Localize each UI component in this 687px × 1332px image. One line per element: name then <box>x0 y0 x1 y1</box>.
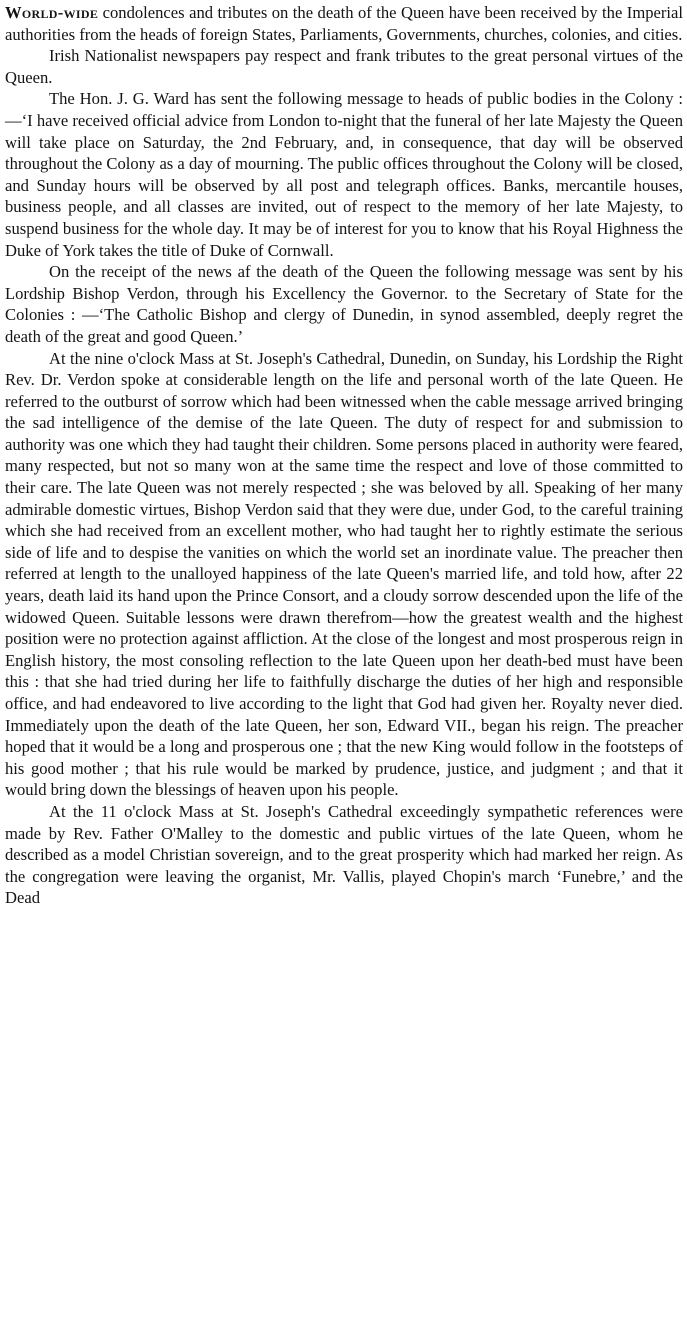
paragraph-text: condolences and tributes on the death of the Queen have been received by the Imperial authorities from the heads of foreign States, Parliaments, Governments, churches, colonies, and cities. <box>5 3 683 44</box>
article-paragraph-condolences <box>5 2 683 45</box>
article-paragraph-eleven-oclock-mass: At the 11 o'clock Mass at St. Joseph's Cathedral exceedingly sympathetic references were made by Rev. Father O'Malley to the domestic and public virtues of the late Queen, whom he described as a model Christian sovereign, and to the great prosperity which had marked her reign. As the congregation were leaving the organist, Mr. Vallis, played Chopin's march ‘Funebre,’ and the Dead <box>5 801 683 908</box>
article-paragraph-nine-oclock-mass: At the nine o'clock Mass at St. Joseph's Cathedral, Dunedin, on Sunday, his Lordship the Right Rev. Dr. Verdon spoke at considerable length on the life and personal worth of the late Queen. He referred to the outburst of sorrow which had been witnessed when the cable message arrived bringing the sad intelligence of the demise of the late Queen. The duty of respect for and submission to authority was one which they had taught their children. Some persons placed in authority were feared, many respected, but not so many won at the same time the respect and love of those committed to their care. The late Queen was not merely respected ; she was beloved by all. Speaking of her many admirable domestic virtues, Bishop Verdon said that they were due, under God, to the careful training which she had received from an excellent mother, who had taught her to rightly estimate the serious side of life and to despise the vanities on which the world set an inordinate value. The preacher then referred at length to the unalloyed happiness of the late Queen's married life, and told how, after 22 years, death laid its hand upon the Prince Consort, and a cloudy sorrow descended upon the life of the widowed Queen. Suitable lessons were drawn therefrom—how the greatest wealth and the highest position were no protection against affliction. At the close of the longest and most prosperous reign in English history, the most consoling reflection to the late Queen upon her death-bed must have been this : that she had tried during her life to faithfully discharge the duties of her high and responsible office, and had endeavored to live according to the light that God had given her. Royalty never died. Immediately upon the death of the late Queen, her son, Edward VII., began his reign. The preacher hoped that it would be a long and prosperous one ; that the new King would follow in the footsteps of his good mother ; that his rule would be marked by prudence, justice, and judgment ; and that it would bring down the blessings of heaven upon his people. <box>5 348 683 800</box>
article-paragraph-ward-message: The Hon. J. G. Ward has sent the following message to heads of public bodies in the Colony :—‘I have received official advice from London to-night that the funeral of her late Majesty the Queen will take place on Saturday, the 2nd February, and, in consequence, that day will be observed throughout the Colony as a day of mourning. The public offices throughout the Colony will be closed, and Sunday hours will be observed by all post and telegraph offices. Banks, mercantile houses, business people, and all classes are invited, out of respect to the memory of her late Majesty, to suspend business for the whole day. It may be of interest for you to know that his Royal Highness the Duke of York takes the title of Duke of Cornwall. <box>5 89 683 260</box>
article-paragraph-irish-nationalist: Irish Nationalist newspapers pay respect and frank tributes to the great personal virtues of the Queen. <box>5 46 683 87</box>
lead-small-caps: World-wide <box>5 3 99 22</box>
article-paragraph-bishop-message: On the receipt of the news af the death of the Queen the following message was sent by his Lordship Bishop Verdon, through his Excellency the Governor. to the Secretary of State for the Colonies : —‘The Catholic Bishop and clergy of Dunedin, in synod assembled, deeply regret the death of the great and good Queen.’ <box>5 262 683 346</box>
